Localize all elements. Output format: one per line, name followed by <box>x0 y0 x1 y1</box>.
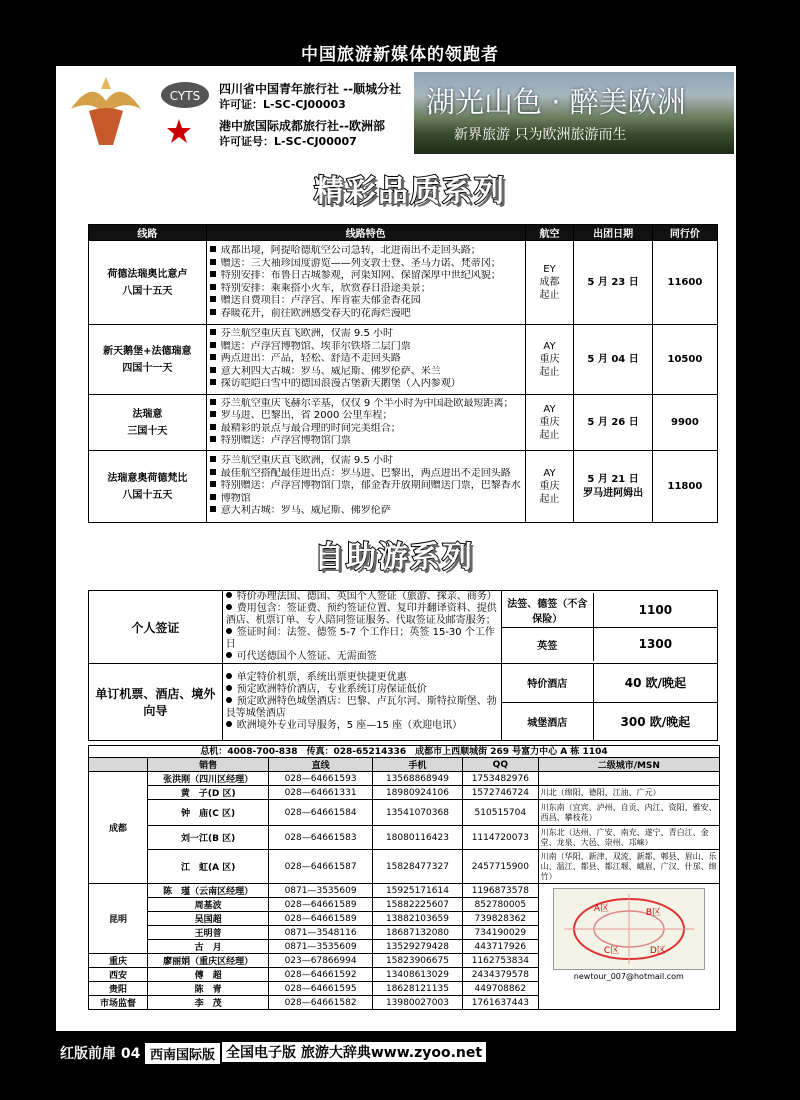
bullet-icon <box>210 494 216 500</box>
city-cell: 成都 <box>89 772 148 884</box>
feature-line <box>210 366 522 379</box>
visa-item: 费用包含：签证费、预约签证位置、复印并翻译资料、提供酒店、机票订单、专人陪同签证服务、代取签证及邮寄服务； <box>225 603 497 626</box>
bullet-icon <box>210 379 216 385</box>
route-cell <box>89 451 207 523</box>
feature-text: 赠送：三大袖珍国度游览——列支敦士登、圣马力诺、梵蒂冈； <box>220 257 501 269</box>
direct-line: 028—64661595 <box>269 982 373 996</box>
direct-line: 028—64661584 <box>269 800 373 826</box>
direct-line: 028—64661589 <box>269 912 373 926</box>
feature-line <box>210 283 522 296</box>
city-map <box>553 888 705 970</box>
date-cell <box>574 395 652 451</box>
bullet-icon <box>210 424 216 430</box>
sales-name: 江 虹(A 区) <box>148 850 269 884</box>
sales-name: 钟 庙(C 区) <box>148 800 269 826</box>
col-city <box>89 758 148 772</box>
visa-price-label: 英签 <box>502 627 594 661</box>
map-label: C区 <box>603 946 620 956</box>
direct-line: 028—64661587 <box>269 850 373 884</box>
direct-line: 028—64661331 <box>269 786 373 800</box>
feature-text: 赠送：卢浮宫博物馆、埃菲尔铁塔二层门票 <box>220 340 411 352</box>
qq: 1162753834 <box>463 954 539 968</box>
air-line: 重庆 <box>539 417 560 428</box>
feature-text: 赠送自费项目：卢浮宫、库肯霍夫郁金香花园 <box>220 295 421 306</box>
bullet-icon <box>210 246 216 252</box>
feature-text: 意大利四大古城：罗马、威尼斯、佛罗伦萨、米兰 <box>220 365 441 377</box>
feature-line <box>210 505 522 518</box>
route-duration: 八国十五天 <box>122 285 173 297</box>
feature-text: 最佳航空搭配最佳进出点：罗马进、巴黎出，两点进出不走回头路 <box>220 467 511 479</box>
bullet-icon <box>226 685 232 691</box>
feature-text: 芬兰航空重庆直飞欧洲，仅需 9.5 小时 <box>220 328 393 340</box>
feature-text: 春暖花开，前往欧洲感受春天的花海烂漫吧 <box>220 307 411 319</box>
bullet-icon <box>210 342 216 348</box>
bullet-icon <box>226 673 232 679</box>
route-cell <box>89 241 207 325</box>
map-cell <box>538 884 719 1010</box>
mobile: 13408613029 <box>372 968 462 982</box>
col-mobile: 手机 <box>372 758 462 772</box>
tour-row <box>89 325 718 395</box>
cts-star-icon <box>159 117 211 147</box>
features-cell <box>206 395 525 451</box>
sales-name: 吴国超 <box>148 912 269 926</box>
features-cell <box>206 451 525 523</box>
feature-line <box>210 410 522 423</box>
date-line: 罗马进阿姆出 <box>583 487 644 499</box>
qq: 1114720073 <box>463 826 539 850</box>
mobile: 18687132080 <box>372 926 462 940</box>
visa-item: 签证时间：法签、德签 5-7 个工作日；英签 15-30 个工作日 <box>225 627 495 650</box>
sales-name: 王明普 <box>148 926 269 940</box>
contact-row <box>89 786 720 800</box>
visa-prices <box>501 591 717 664</box>
contact-email[interactable]: newtour_007@hotmail.com <box>573 972 684 981</box>
qq: 1753482976 <box>463 772 539 786</box>
bullet-icon <box>210 469 216 475</box>
col-features: 线路特色 <box>206 225 525 241</box>
feature-line <box>210 493 522 506</box>
feature-line <box>210 308 522 321</box>
date-cell <box>574 241 652 325</box>
qq: 739828362 <box>463 912 539 926</box>
sales-name: 廖丽娟（重庆区经理） <box>148 954 269 968</box>
qq: 1761637443 <box>463 996 539 1010</box>
col-price: 同行价 <box>652 225 717 241</box>
mobile: 13980027003 <box>372 996 462 1010</box>
feature-line <box>210 245 522 258</box>
contact-row <box>89 826 720 850</box>
agency1-name: 四川省中国青年旅行社 --顺城分社 <box>219 82 402 96</box>
tour-row <box>89 241 718 325</box>
hotel-price: 300 欧/晚起 <box>593 702 717 740</box>
bullet-icon <box>210 284 216 290</box>
bullet-icon <box>226 652 232 658</box>
cyts-emblem-icon <box>159 80 211 110</box>
feature-line <box>210 378 522 391</box>
bullet-icon <box>226 604 232 610</box>
qq: 852780005 <box>463 898 539 912</box>
page-sheet <box>56 66 736 1031</box>
direct-line: 0871—3548116 <box>269 926 373 940</box>
qq: 734190029 <box>463 926 539 940</box>
date-cell <box>574 325 652 395</box>
air-cell <box>525 451 574 523</box>
air-line: 成都 <box>539 277 560 288</box>
date-line: 5 月 04 日 <box>587 353 639 365</box>
bullet-icon <box>210 354 216 360</box>
hotel-prices <box>501 664 717 741</box>
qq: 1196873578 <box>463 884 539 898</box>
feature-text: 意大利古城：罗马、威尼斯、佛罗伦萨 <box>220 505 391 517</box>
visa-price: 1300 <box>593 627 717 661</box>
date-cell <box>574 451 652 523</box>
sales-name: 黄 子(D 区) <box>148 786 269 800</box>
qq: 2457715900 <box>463 850 539 884</box>
direct-line: 028—64661592 <box>269 968 373 982</box>
air-line: 起止 <box>539 494 560 505</box>
bullet-icon <box>210 309 216 315</box>
price-cell: 10500 <box>652 325 717 395</box>
date-line: 5 月 21 日 <box>587 473 639 485</box>
hotel-price-label: 特价酒店 <box>502 664 594 702</box>
city-cell: 贵阳 <box>89 982 148 996</box>
visa-items <box>222 591 501 664</box>
col-region: 二级城市/MSN <box>538 758 719 772</box>
section1-title: 精彩品质系列 <box>314 174 506 209</box>
bullet-icon <box>226 721 232 727</box>
contacts-table <box>88 757 720 1010</box>
col-route: 线路 <box>89 225 207 241</box>
feature-line <box>210 270 522 283</box>
qq: 443717926 <box>463 940 539 954</box>
booking-item: 预定欧洲特色城堡酒店：巴黎、卢瓦尔河、斯特拉斯堡、勃艮等城堡酒店 <box>225 696 497 719</box>
feature-text: 特别安排：布鲁日古城参观，河渠知网、保留深厚中世纪风貌； <box>220 270 501 281</box>
route-duration: 四国十一天 <box>122 362 173 374</box>
price-cell: 11800 <box>652 451 717 523</box>
feature-text: 最精彩的景点与最合理的时间完美组合； <box>220 422 401 434</box>
mobile: 15925171614 <box>372 884 462 898</box>
mobile: 13541070368 <box>372 800 462 826</box>
route-cell <box>89 395 207 451</box>
bullet-icon <box>210 259 216 265</box>
feature-text: 芬兰航空重庆飞赫尔辛基，仅仅 9 个半小时为中国赴欧最短距离； <box>220 397 514 409</box>
svg-text:CYTS: CYTS <box>169 89 201 103</box>
route-name: 法瑞意 <box>132 408 163 420</box>
sales-name: 周基波 <box>148 898 269 912</box>
sales-name: 傅 超 <box>148 968 269 982</box>
direct-line: 023—67866994 <box>269 954 373 968</box>
sales-name: 陈 青 <box>148 982 269 996</box>
air-cell <box>525 395 574 451</box>
mobile: 13529279428 <box>372 940 462 954</box>
photo-title: 湖光山色 · 醉美欧洲 <box>426 85 686 119</box>
bullet-icon <box>210 456 216 462</box>
logo <box>61 71 151 153</box>
lake-photo <box>414 72 734 154</box>
date-line: 5 月 23 日 <box>587 276 639 288</box>
feature-text: 罗马进、巴黎出，省 2000 公里车程； <box>220 410 393 421</box>
feature-line <box>210 435 522 448</box>
booking-item: 预定欧洲特价酒店，专业系统订房保证低价 <box>236 684 427 695</box>
region-cell: 川东南（宜宾、泸州、自贡、内江、资阳、雅安、西昌、攀枝花） <box>538 800 719 826</box>
booking-item: 欧洲境外专业司导服务，5 座—15 座（欢迎电讯） <box>236 720 463 731</box>
contact-row <box>89 772 720 786</box>
air-cell <box>525 241 574 325</box>
air-line: AY <box>543 468 556 479</box>
photo-subtitle: 新界旅游 只为欧洲旅游而生 <box>454 127 627 143</box>
direct-line: 0871—3535609 <box>269 940 373 954</box>
price-cell: 9900 <box>652 395 717 451</box>
bullet-icon <box>210 436 216 442</box>
feature-line <box>210 341 522 354</box>
region-cell: 川北（绵阳、德阳、江油、广元） <box>538 786 719 800</box>
air-line: 起止 <box>539 290 560 301</box>
direct-line: 0871—3535609 <box>269 884 373 898</box>
contact-row <box>89 850 720 884</box>
sales-name: 刘一江(B 区) <box>148 826 269 850</box>
feature-text: 成都出境，阿提哈德航空公司急转，北进南出不走回头路； <box>220 245 481 256</box>
bullet-icon <box>210 329 216 335</box>
feature-text: 特别赠送：卢浮宫博物馆门票 <box>220 435 351 446</box>
bullet-icon <box>210 481 216 487</box>
air-line: 重庆 <box>539 354 560 365</box>
sales-name: 张洪刚（四川区经理） <box>148 772 269 786</box>
col-air: 航空 <box>525 225 574 241</box>
route-cell <box>89 325 207 395</box>
quality-tours-table <box>88 224 718 523</box>
route-duration: 八国十五天 <box>122 489 173 501</box>
route-name: 法瑞意奥荷德梵比 <box>107 472 188 484</box>
feature-line <box>210 480 522 493</box>
agency1-license: 许可证：L-SC-CJ00003 <box>219 98 346 111</box>
hotel-price-label: 城堡酒店 <box>502 702 594 740</box>
price-cell: 11600 <box>652 241 717 325</box>
city-cell: 重庆 <box>89 954 148 968</box>
date-line: 5 月 26 日 <box>587 416 639 428</box>
route-duration: 三国十天 <box>127 425 168 437</box>
hotel-price: 40 欧/晚起 <box>593 664 717 702</box>
mobile: 15823906675 <box>372 954 462 968</box>
mobile: 18628121135 <box>372 982 462 996</box>
map-label: A区 <box>593 904 609 914</box>
bullet-icon <box>226 628 232 634</box>
mobile: 15828477327 <box>372 850 462 884</box>
footer-edition: 西南国际版 <box>145 1043 220 1064</box>
feature-line <box>210 423 522 436</box>
direct-line: 028—64661582 <box>269 996 373 1010</box>
bullet-icon <box>210 506 216 512</box>
qq: 2434379578 <box>463 968 539 982</box>
bullet-icon <box>210 271 216 277</box>
feature-line <box>210 468 522 481</box>
mobile: 13568868949 <box>372 772 462 786</box>
feature-text: 探访皑皑白雪中的德国浪漫古堡新天鹅堡（入内参观） <box>220 378 461 390</box>
features-cell <box>206 241 525 325</box>
mobile: 18080116423 <box>372 826 462 850</box>
feature-line <box>210 455 522 468</box>
qq: 1572746724 <box>463 786 539 800</box>
visa-item: 可代送德国个人签证、无需面签 <box>236 651 377 662</box>
bullet-icon <box>210 367 216 373</box>
mobile: 13882103659 <box>372 912 462 926</box>
col-line: 直线 <box>269 758 373 772</box>
qq: 510515704 <box>463 800 539 826</box>
region-cell <box>538 772 719 786</box>
route-name: 荷德法瑞奥比意卢 <box>107 268 188 280</box>
tour-row <box>89 395 718 451</box>
direct-line: 028—64661589 <box>269 898 373 912</box>
map-label: D区 <box>649 946 666 956</box>
sales-name: 李 茂 <box>148 996 269 1010</box>
top-slogan: 中国旅游新媒体的领跑者 <box>301 45 499 65</box>
region-cell: 川南（华阳、新津、双流、新都、郫县、眉山、乐山、温江、都县、都江堰、峨眉、广汉、什邡、绵竹） <box>538 850 719 884</box>
qq: 449708862 <box>463 982 539 996</box>
feature-line <box>210 295 522 308</box>
air-line: AY <box>543 404 556 415</box>
feature-line <box>210 353 522 366</box>
visa-item: 特价办理法国、德国、英国个人签证（旅游、探亲、商务） <box>236 591 497 602</box>
section2-title: 自助游系列 <box>314 540 474 575</box>
tour-row <box>89 451 718 523</box>
feature-line <box>210 328 522 341</box>
bullet-icon <box>210 399 216 405</box>
footer-page: 红版前扉 04 <box>60 1046 141 1062</box>
agency2-license: 许可证号：L-SC-CJ00007 <box>219 135 357 148</box>
route-name: 新天鹅堡+法德瑞意 <box>103 345 192 357</box>
mobile: 18980924106 <box>372 786 462 800</box>
contact-summary: 总机：4008-700-838 传真：028-65214336 成都市上西顺城街 269 号富力中心 A 栋 1104 <box>88 745 720 758</box>
feature-text: 两点进出：产品，轻松、舒适不走回头路 <box>220 353 401 365</box>
contact-row <box>89 800 720 826</box>
direct-line: 028—64661593 <box>269 772 373 786</box>
feature-line <box>210 258 522 271</box>
bullet-icon <box>226 697 232 703</box>
air-line: EY <box>543 264 556 275</box>
visa-label: 个人签证 <box>89 591 223 664</box>
feature-text: 特别赠送：卢浮宫博物馆门票，郁金香开放期间赠送门票，巴黎香水 <box>220 480 521 492</box>
feature-line <box>210 398 522 411</box>
visa-price: 1100 <box>593 593 717 627</box>
region-cell: 川东北（达州、广安、南充、遂宁、青白江、金堂、龙泉、大邑、崇州、邛崃） <box>538 826 719 850</box>
self-guided-table <box>88 590 718 741</box>
banner <box>56 66 736 158</box>
col-date: 出团日期 <box>574 225 652 241</box>
feature-text: 特别安排：乘乘搭小火车，欣赏春日沿途美景； <box>220 282 431 294</box>
footer-slogan: 全国电子版 旅游大辞典www.zyoo.net <box>222 1042 486 1062</box>
col-qq: QQ <box>463 758 539 772</box>
sales-name: 古 月 <box>148 940 269 954</box>
city-cell: 西安 <box>89 968 148 982</box>
air-line: 起止 <box>539 367 560 378</box>
bullet-icon <box>210 411 216 417</box>
bullet-icon <box>210 296 216 302</box>
feature-text: 博物馆 <box>220 492 251 504</box>
bullet-icon <box>226 592 232 598</box>
city-cell: 昆明 <box>89 884 148 954</box>
feature-text: 芬兰航空重庆直飞欧洲，仅需 9.5 小时 <box>220 455 393 467</box>
air-cell <box>525 325 574 395</box>
air-line: 重庆 <box>539 481 560 492</box>
direct-line: 028—64661583 <box>269 826 373 850</box>
sales-name: 陈 瑾（云南区经理） <box>148 884 269 898</box>
contact-row <box>89 884 720 898</box>
air-line: AY <box>543 341 556 352</box>
booking-items <box>222 664 501 741</box>
col-sales: 销售 <box>148 758 269 772</box>
booking-label: 单订机票、酒店、境外向导 <box>89 664 223 741</box>
agency2-name: 港中旅国际成都旅行社--欧洲部 <box>219 119 385 133</box>
city-cell: 市场监督 <box>89 996 148 1010</box>
map-roads-icon <box>554 889 704 969</box>
air-line: 起止 <box>539 430 560 441</box>
mobile: 15882225607 <box>372 898 462 912</box>
booking-item: 单定特价机票，系统出票更快捷更优惠 <box>236 672 407 683</box>
map-label: B区 <box>645 908 661 918</box>
features-cell <box>206 325 525 395</box>
visa-price-label: 法签、德签（不含保险） <box>502 593 594 627</box>
